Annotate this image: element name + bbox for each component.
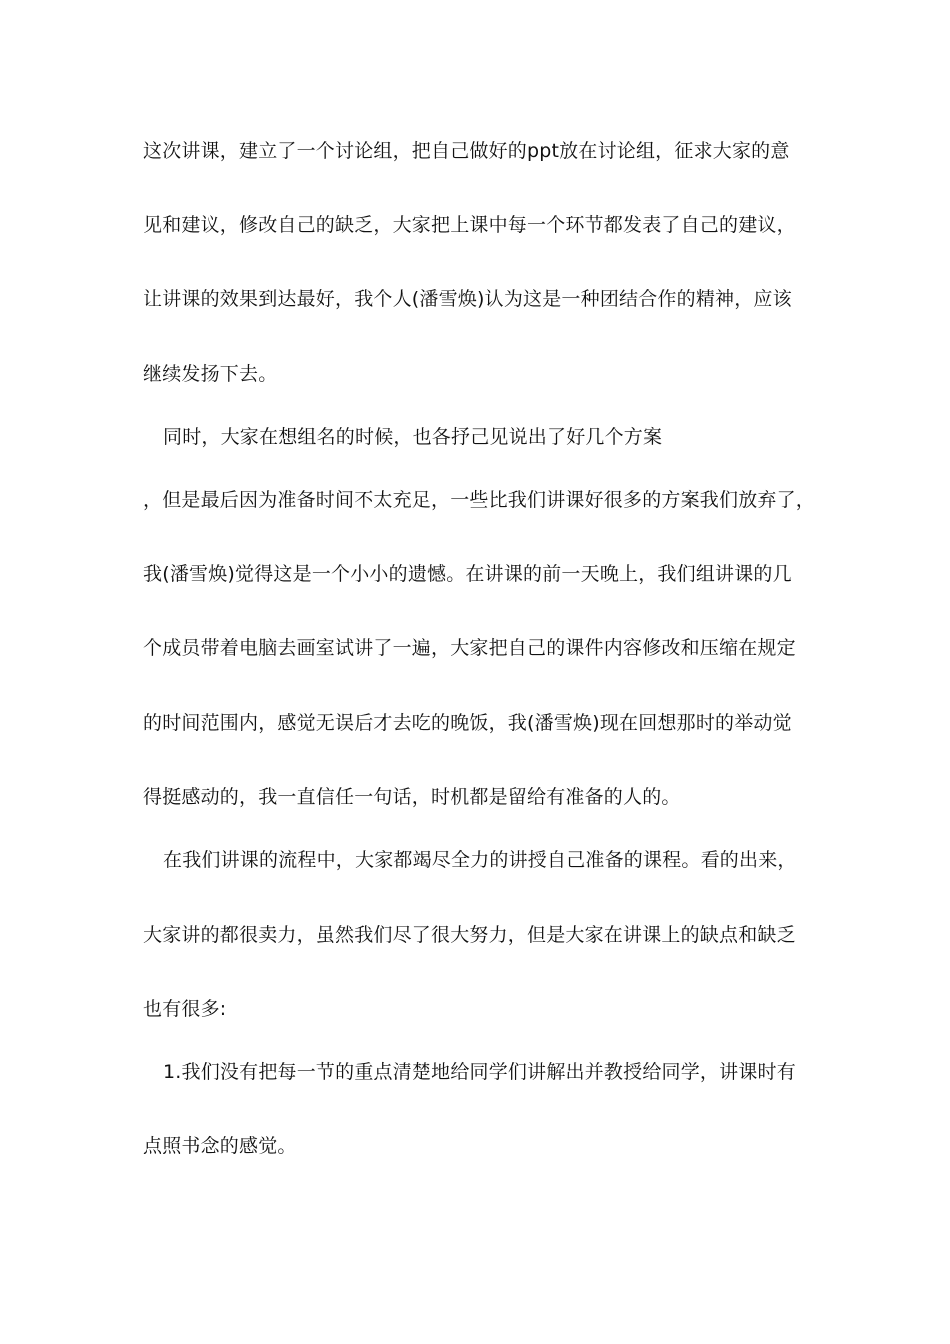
paragraph-line: 这次讲课，建立了一个讨论组，把自己做好的ppt放在讨论组，征求大家的意 bbox=[143, 140, 790, 162]
paragraph-line: 得挺感动的，我一直信任一句话，时机都是留给有准备的人的。 bbox=[143, 786, 681, 808]
paragraph-line: 大家讲的都很卖力，虽然我们尽了很大努力，但是大家在讲课上的缺点和缺乏 bbox=[143, 924, 796, 946]
paragraph-line: 继续发扬下去。 bbox=[143, 363, 278, 385]
paragraph-line: 让讲课的效果到达最好，我个人(潘雪焕)认为这是一种团结合作的精神，应该 bbox=[143, 288, 792, 310]
paragraph-line: 同时，大家在想组名的时候，也各抒己见说出了好几个方案 bbox=[163, 426, 663, 448]
paragraph-line: 的时间范围内，感觉无误后才去吃的晚饭，我(潘雪焕)现在回想那时的举动觉 bbox=[143, 712, 792, 734]
paragraph-line: 也有很多: bbox=[143, 998, 227, 1020]
list-item-line: 1.我们没有把每一节的重点清楚地给同学们讲解出并教授给同学，讲课时有 bbox=[163, 1061, 796, 1083]
paragraph-line: 在我们讲课的流程中，大家都竭尽全力的讲授自己准备的课程。看的出来， bbox=[163, 849, 797, 871]
paragraph-line: 我(潘雪焕)觉得这是一个小小的遗憾。在讲课的前一天晚上，我们组讲课的几 bbox=[143, 563, 792, 585]
list-item-line: 点照书念的感觉。 bbox=[143, 1135, 297, 1157]
paragraph-line: 见和建议，修改自己的缺乏，大家把上课中每一个环节都发表了自己的建议， bbox=[143, 214, 796, 236]
paragraph-line: 个成员带着电脑去画室试讲了一遍，大家把自己的课件内容修改和压缩在规定 bbox=[143, 637, 796, 659]
paragraph-line: ，但是最后因为准备时间不太充足，一些比我们讲课好很多的方案我们放弃了， bbox=[143, 489, 816, 511]
